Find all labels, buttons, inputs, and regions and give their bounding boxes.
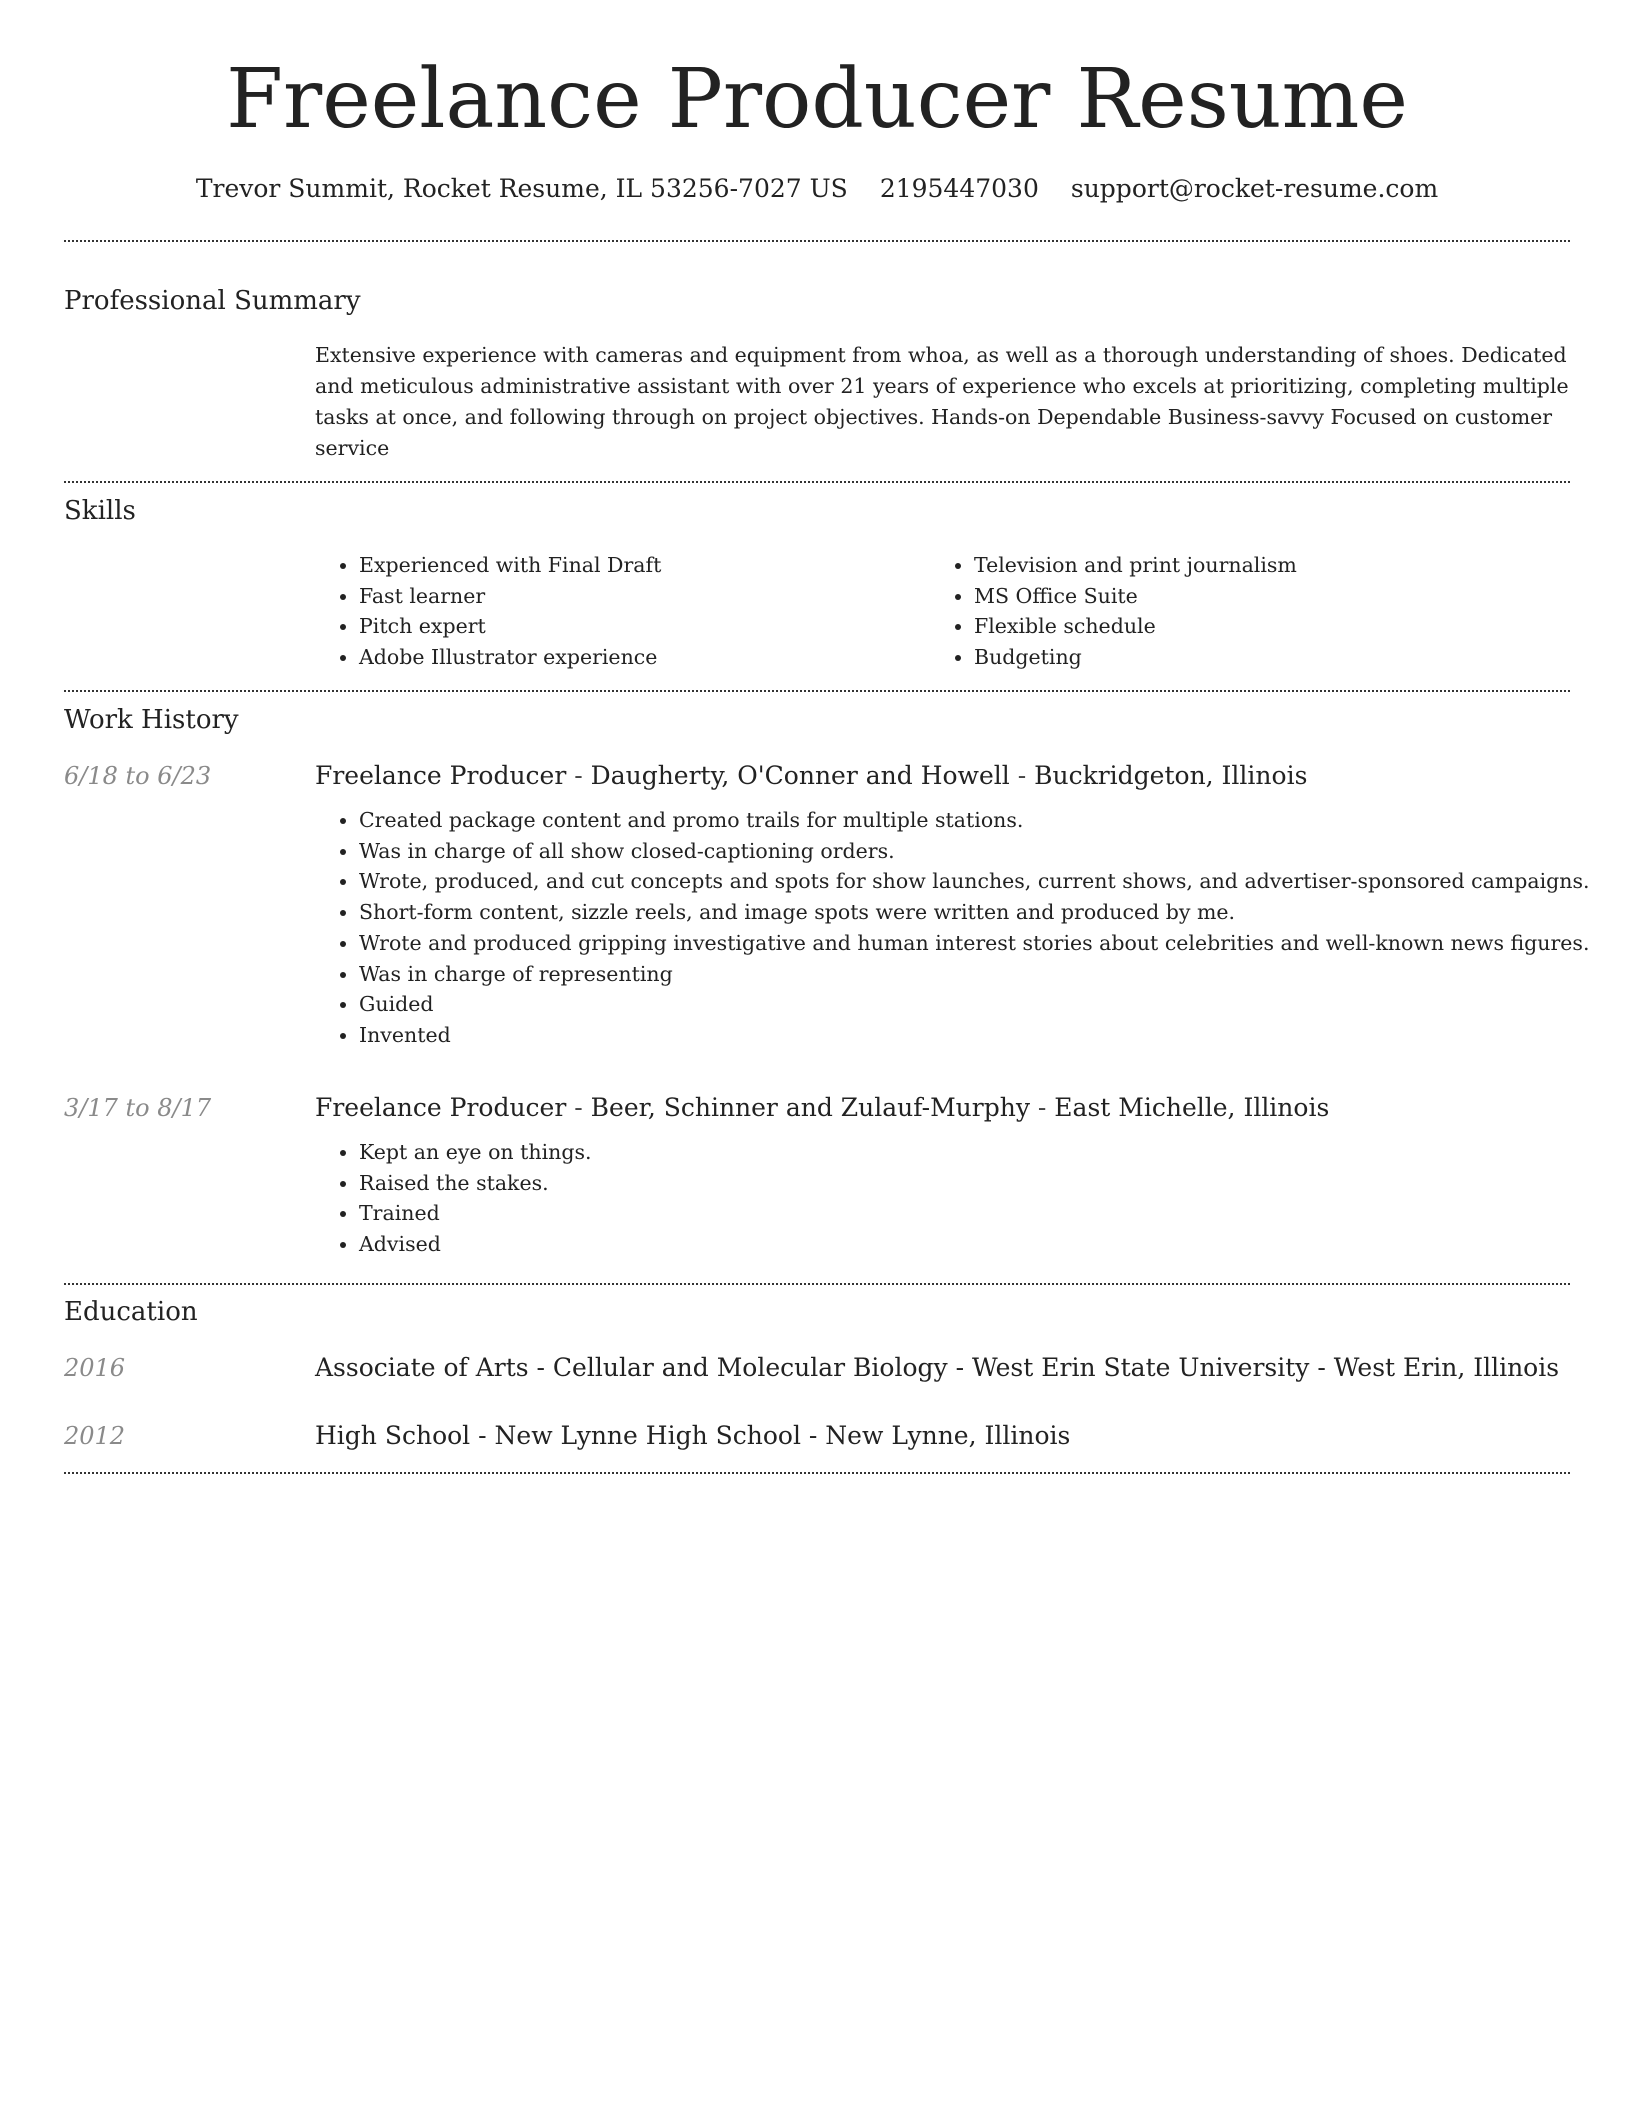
job-location: Buckridgeton, Illinois (1034, 761, 1308, 790)
summary-text: Extensive experience with cameras and equipment from whoa, as well as a thorough understanding of shoes. Dedicated and meticulous administrative assistant with over 21 years of experience who excels at prioritizing, completing multiple tasks at once, and following through on project objectives. Hands-on Dependable Business-savvy Focused on customer service (315, 343, 1569, 460)
education-entry (315, 1352, 1570, 1384)
education-year: 2016 (64, 1354, 126, 1382)
skill-item: • Adobe Illustrator experience (359, 642, 661, 673)
job-bullet: • Kept an eye on things. (359, 1137, 1570, 1168)
skills-column-right (930, 550, 1297, 673)
section-divider (64, 1472, 1570, 1474)
contact-line (64, 172, 1570, 206)
section-divider (64, 240, 1570, 242)
education-school: West Erin State University (971, 1353, 1310, 1382)
job-title: Freelance Producer (315, 761, 567, 790)
education-school: New Lynne High School (494, 1421, 801, 1450)
job-employer: Daugherty, O'Conner and Howell (590, 761, 1010, 790)
skill-item: • Experienced with Final Draft (359, 550, 661, 581)
job-bullet: • Was in charge of all show closed-captioning orders. (359, 836, 1570, 867)
contact-address: Trevor Summit, Rocket Resume, IL 53256-7027 US (195, 174, 848, 203)
education-heading: Education (64, 1297, 198, 1327)
job-title: Freelance Producer (315, 1093, 567, 1122)
education-location: West Erin, Illinois (1333, 1353, 1560, 1382)
job-bullet: • Invented (359, 1020, 1570, 1051)
summary-section (315, 340, 1570, 464)
skill-item: • Budgeting (974, 642, 1297, 673)
skill-item: • Pitch expert (359, 611, 661, 642)
job-bullet: • Guided (359, 989, 1570, 1020)
job-heading: Freelance Producer - Beer, Schinner and Zulauf-Murphy - East Michelle, Illinois (315, 1093, 1330, 1122)
job-bullet: • Was in charge of representing (359, 959, 1570, 990)
job-dates: 3/17 to 8/17 (64, 1094, 212, 1122)
job-bullet: • Raised the stakes. (359, 1168, 1570, 1199)
section-divider (64, 690, 1570, 692)
resume-title: Freelance Producer Resume (226, 52, 1408, 147)
skill-item: • MS Office Suite (974, 581, 1297, 612)
job-bullet: • Advised (359, 1229, 1570, 1260)
job-employer: Beer, Schinner and Zulauf-Murphy (590, 1093, 1030, 1122)
education-entry (315, 1420, 1570, 1452)
skills-heading: Skills (64, 496, 136, 526)
job-dates: 6/18 to 6/23 (64, 762, 212, 790)
contact-email: support@rocket-resume.com (1070, 174, 1439, 203)
skill-item: • Television and print journalism (974, 550, 1297, 581)
section-divider (64, 1283, 1570, 1285)
education-degree: High School (315, 1421, 471, 1450)
skill-item: • Flexible schedule (974, 611, 1297, 642)
section-divider (64, 481, 1570, 483)
skills-section (315, 550, 1570, 675)
skills-column-left (315, 550, 661, 673)
job-entry (315, 760, 1590, 1051)
job-bullets (315, 1137, 1570, 1260)
job-bullet: • Trained (359, 1198, 1570, 1229)
job-bullet: • Wrote and produced gripping investigative and human interest stories about celebrities and well-known news figures. (359, 928, 1570, 959)
contact-phone: 2195447030 (879, 174, 1039, 203)
education-heading-line: Associate of Arts - Cellular and Molecular Biology - West Erin State University - West Erin, Illinois (315, 1353, 1560, 1382)
work-heading: Work History (64, 705, 239, 735)
skill-item: • Fast learner (359, 581, 661, 612)
education-year: 2012 (64, 1422, 126, 1450)
job-bullets (315, 805, 1590, 1051)
job-bullet: • Wrote, produced, and cut concepts and spots for show launches, current shows, and advertiser-sponsored campaigns. (359, 866, 1570, 897)
job-bullet: • Short-form content, sizzle reels, and image spots were written and produced by me. (359, 897, 1570, 928)
job-location: East Michelle, Illinois (1054, 1093, 1330, 1122)
summary-heading: Professional Summary (64, 286, 361, 316)
job-entry (315, 1092, 1570, 1260)
education-heading-line: High School - New Lynne High School - New Lynne, Illinois (315, 1421, 1071, 1450)
education-degree: Associate of Arts - Cellular and Molecular Biology (315, 1353, 948, 1382)
job-bullet: • Created package content and promo trails for multiple stations. (359, 805, 1570, 836)
job-heading: Freelance Producer - Daugherty, O'Conner and Howell - Buckridgeton, Illinois (315, 761, 1308, 790)
education-location: New Lynne, Illinois (825, 1421, 1071, 1450)
